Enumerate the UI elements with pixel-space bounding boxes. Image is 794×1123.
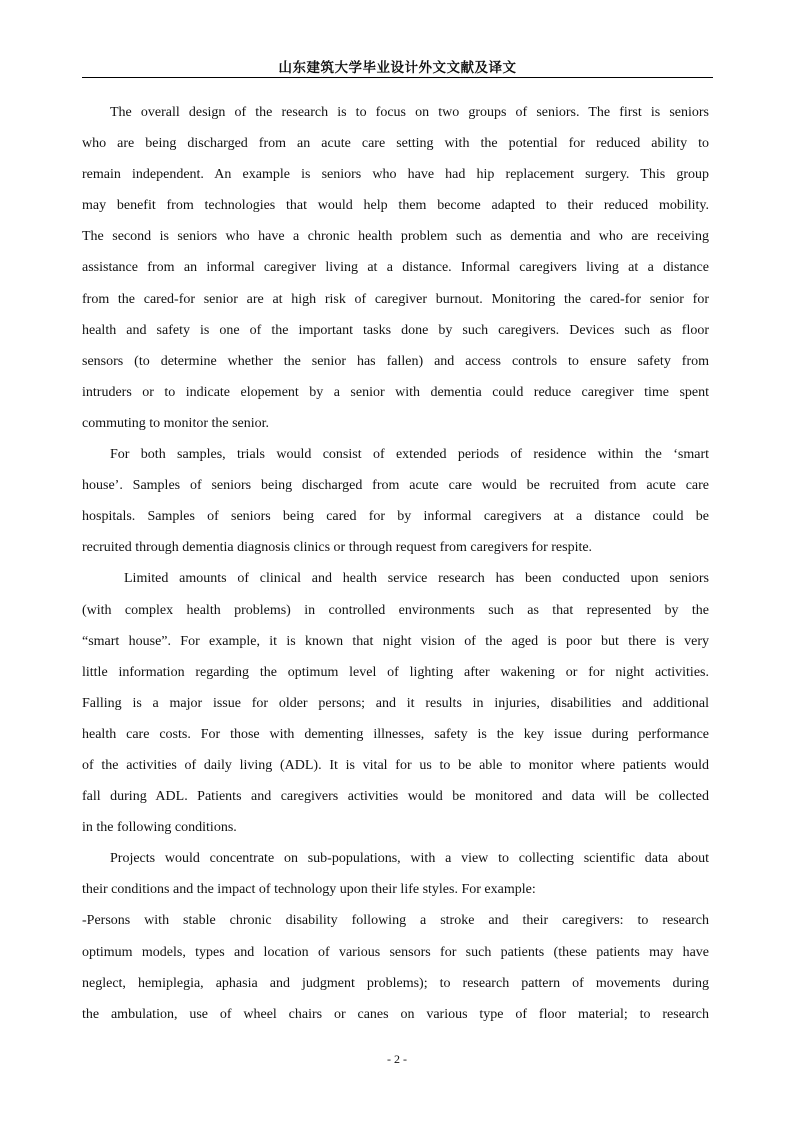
text-line: For both samples, trials would consist of extended periods of residence within the ‘smart — [110, 447, 709, 463]
text-line: sensors (to determine whether the senior has fallen) and access controls to ensure safety from — [82, 353, 709, 369]
text-line: Projects would concentrate on sub-populations, with a view to collecting scientific data about — [110, 851, 709, 867]
text-line: The second is seniors who have a chronic health problem such as dementia and who are receiving — [82, 229, 709, 245]
text-line: the ambulation, use of wheel chairs or canes on various type of floor material; to research — [82, 1006, 709, 1022]
page-header-title: 山东建筑大学毕业设计外文文献及译文 — [278, 60, 517, 76]
text-line: Falling is a major issue for older persons; and it results in injuries, disabilities and additional — [82, 695, 709, 711]
text-line: remain independent. An example is seniors who have had hip replacement surgery. This group — [82, 167, 709, 183]
text-line: optimum models, types and location of various sensors for such patients (these patients may have — [82, 944, 709, 960]
text-line: health and safety is one of the important tasks done by such caregivers. Devices such as floor — [82, 322, 709, 338]
text-line: house’. Samples of seniors being discharged from acute care would be recruited from acute care — [82, 478, 709, 494]
text-line: -Persons with stable chronic disability following a stroke and their caregivers: to research — [82, 913, 709, 929]
text-line: neglect, hemiplegia, aphasia and judgment problems); to research pattern of movements during — [82, 975, 709, 991]
page-number: - 2 - — [387, 1052, 407, 1066]
text-line: who are being discharged from an acute care setting with the potential for reduced ability to — [82, 136, 709, 152]
header-divider — [82, 77, 713, 78]
text-line: may benefit from technologies that would help them become adapted to their reduced mobility. — [82, 198, 709, 214]
text-line: commuting to monitor the senior. — [82, 415, 270, 431]
text-line: in the following conditions. — [82, 820, 237, 836]
text-line: intruders or to indicate elopement by a senior with dementia could reduce caregiver time spent — [82, 384, 709, 400]
text-line: from the cared-for senior are at high risk of caregiver burnout. Monitoring the cared-for senior for — [82, 291, 709, 307]
text-line: Limited amounts of clinical and health service research has been conducted upon seniors — [124, 571, 709, 587]
text-line: their conditions and the impact of technology upon their life styles. For example: — [82, 882, 536, 898]
text-line: The overall design of the research is to focus on two groups of seniors. The first is seniors — [110, 105, 709, 120]
text-line: health care costs. For those with dementing illnesses, safety is the key issue during performance — [82, 726, 709, 742]
text-line: fall during ADL. Patients and caregivers activities would be monitored and data will be collected — [82, 789, 709, 805]
text-line: “smart house”. For example, it is known that night vision of the aged is poor but there is very — [82, 633, 709, 649]
text-line: of the activities of daily living (ADL). It is vital for us to be able to monitor where patients would — [82, 757, 709, 773]
document-body — [82, 97, 709, 1030]
text-line: (with complex health problems) in controlled environments such as that represented by the — [82, 602, 709, 618]
text-line: little information regarding the optimum level of lighting after wakening or for night activities. — [82, 664, 709, 680]
text-line: hospitals. Samples of seniors being cared for by informal caregivers at a distance could be — [82, 509, 709, 525]
text-line: assistance from an informal caregiver living at a distance. Informal caregivers living at a distance — [82, 260, 709, 276]
text-line: recruited through dementia diagnosis clinics or through request from caregivers for respite. — [82, 540, 593, 556]
